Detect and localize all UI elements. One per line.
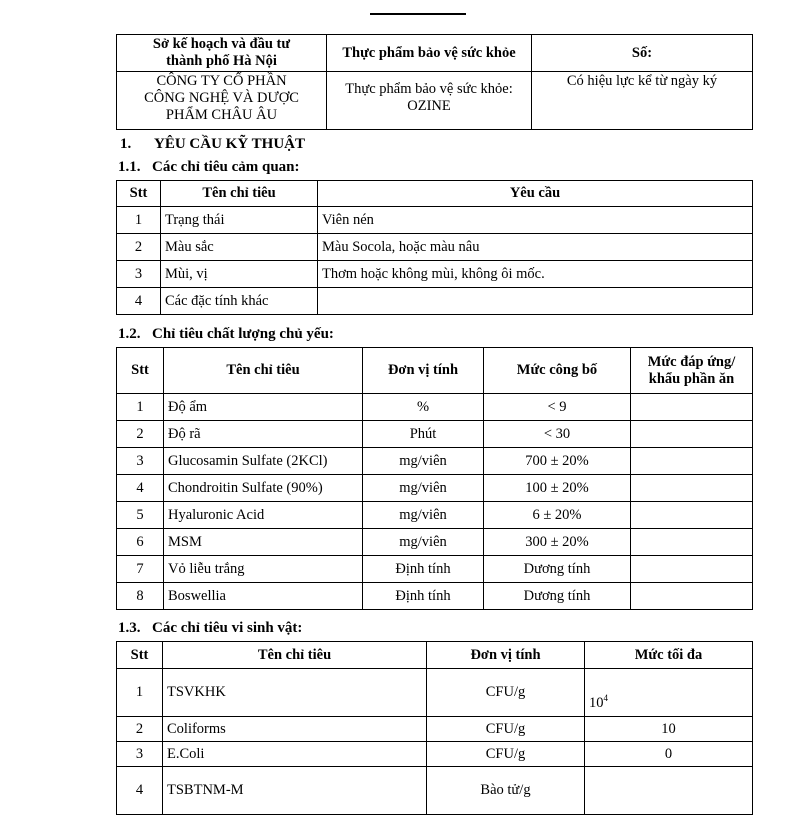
microbio-table [116,641,753,815]
col-header-unit: Đơn vị tính [427,642,585,669]
row-unit: Định tính [363,556,484,583]
row-unit: Bào tử/g [427,767,585,815]
quality-table [116,347,753,610]
row-unit: % [363,394,484,421]
row-declared: 6 ± 20% [484,502,631,529]
table-row [117,529,753,556]
table-row [117,288,753,315]
row-name: Mùi, vị [161,261,318,288]
row-stt: 3 [117,448,164,475]
row-serving [631,421,753,448]
row-stt: 3 [117,742,163,767]
table-row [117,583,753,610]
table-row [117,448,753,475]
row-requirement: Thơm hoặc không mùi, không ôi mốc. [318,261,753,288]
header-table [116,34,753,130]
row-name: Trạng thái [161,207,318,234]
company-line1: CÔNG TY CỔ PHẦN [156,73,287,89]
org-cell [117,35,327,72]
row-max [585,767,753,815]
table-header-row [117,348,753,394]
col-header-stt: Stt [117,642,163,669]
col-header-name: Tên chỉ tiêu [161,181,318,207]
row-name: Hyaluronic Acid [164,502,363,529]
row-unit: mg/viên [363,502,484,529]
row-serving [631,529,753,556]
section-11-heading [118,159,300,176]
row-declared: Dương tính [484,583,631,610]
row-unit: Phút [363,421,484,448]
org-line1: Sở kế hoạch và đầu tư [152,36,291,52]
section-12-title: Chỉ tiêu chất lượng chủ yếu: [152,326,334,342]
row-name: Màu sắc [161,234,318,261]
row-stt: 2 [117,234,161,261]
table-row [117,207,753,234]
table-row [117,742,753,767]
row-declared: 100 ± 20% [484,475,631,502]
section-1-heading [120,136,305,153]
col-header-serving-line2: khẩu phần ăn [648,370,735,387]
company-line3: PHẨM CHÂU ÂU [165,107,278,123]
row-stt: 1 [117,394,164,421]
table-header-row [117,642,753,669]
section-13-number: 1.3. [118,620,141,636]
col-header-unit: Đơn vị tính [363,348,484,394]
row-declared: 300 ± 20% [484,529,631,556]
col-header-stt: Stt [117,181,161,207]
row-stt: 8 [117,583,164,610]
row-unit: CFU/g [427,742,585,767]
row-unit: Định tính [363,583,484,610]
row-declared: < 30 [484,421,631,448]
row-unit: mg/viên [363,529,484,556]
col-header-name: Tên chỉ tiêu [164,348,363,394]
row-name: Độ rã [164,421,363,448]
company-line2: CÔNG NGHỆ VÀ DƯỢC [144,90,299,106]
row-stt: 4 [117,767,163,815]
col-header-requirement: Yêu cầu [318,181,753,207]
table-row [117,717,753,742]
row-name: Độ ẩm [164,394,363,421]
section-11-title: Các chỉ tiêu cảm quan: [152,159,300,175]
section-12-number: 1.2. [118,326,141,342]
col-header-max: Mức tối đa [585,642,753,669]
row-name: Vỏ liễu trắng [164,556,363,583]
row-stt: 1 [117,207,161,234]
row-max-base: 10 [589,695,604,711]
product-line1: Thực phẩm bảo vệ sức khỏe: [345,81,513,97]
table-row [117,502,753,529]
row-unit: CFU/g [427,717,585,742]
row-name: E.Coli [163,742,427,767]
row-name: Boswellia [164,583,363,610]
row-name: TSBTNM-M [163,767,427,815]
table-row [117,261,753,288]
row-requirement: Màu Socola, hoặc màu nâu [318,234,753,261]
row-stt: 4 [117,475,164,502]
col-header-serving [631,348,753,394]
table-row [117,234,753,261]
row-requirement: Viên nén [318,207,753,234]
validity-cell: Có hiệu lực kể từ ngày ký [532,72,753,130]
row-name: Glucosamin Sulfate (2KCl) [164,448,363,475]
row-stt: 6 [117,529,164,556]
number-cell: Số: [532,35,753,72]
row-max [585,669,753,717]
table-row [117,556,753,583]
table-header-row [117,181,753,207]
row-stt: 4 [117,288,161,315]
section-13-heading [118,620,302,637]
product-line2: OZINE [407,98,451,114]
row-serving [631,583,753,610]
row-max: 10 [585,717,753,742]
sensory-table [116,180,753,315]
row-stt: 2 [117,717,163,742]
section-13-title: Các chỉ tiêu vi sinh vật: [152,620,303,636]
row-unit: CFU/g [427,669,585,717]
section-1-title: YÊU CẦU KỸ THUẬT [154,136,305,152]
company-cell [117,72,327,130]
row-max-exponent: 4 [603,693,608,704]
product-cell [327,72,532,130]
row-name: TSVKHK [163,669,427,717]
row-stt: 5 [117,502,164,529]
row-serving [631,475,753,502]
col-header-declared: Mức công bố [484,348,631,394]
table-row [117,421,753,448]
table-row [117,394,753,421]
col-header-serving-line1: Mức đáp ứng/ [647,353,736,370]
section-1-number: 1. [120,136,132,152]
section-11-number: 1.1. [118,159,141,175]
category-cell: Thực phẩm bảo vệ sức khỏe [327,35,532,72]
col-header-stt: Stt [117,348,164,394]
row-stt: 2 [117,421,164,448]
row-stt: 3 [117,261,161,288]
row-name: MSM [164,529,363,556]
col-header-name: Tên chỉ tiêu [163,642,427,669]
row-name: Các đặc tính khác [161,288,318,315]
row-serving [631,448,753,475]
top-rule [370,13,466,15]
row-requirement [318,288,753,315]
row-serving [631,502,753,529]
row-stt: 7 [117,556,164,583]
row-declared: Dương tính [484,556,631,583]
table-row [117,475,753,502]
row-unit: mg/viên [363,475,484,502]
row-unit: mg/viên [363,448,484,475]
row-declared: < 9 [484,394,631,421]
row-max: 0 [585,742,753,767]
row-stt: 1 [117,669,163,717]
table-row [117,669,753,717]
row-name: Coliforms [163,717,427,742]
row-serving [631,394,753,421]
table-row [117,767,753,815]
row-declared: 700 ± 20% [484,448,631,475]
row-serving [631,556,753,583]
section-12-heading [118,326,334,343]
row-name: Chondroitin Sulfate (90%) [164,475,363,502]
org-line2: thành phố Hà Nội [166,53,277,69]
